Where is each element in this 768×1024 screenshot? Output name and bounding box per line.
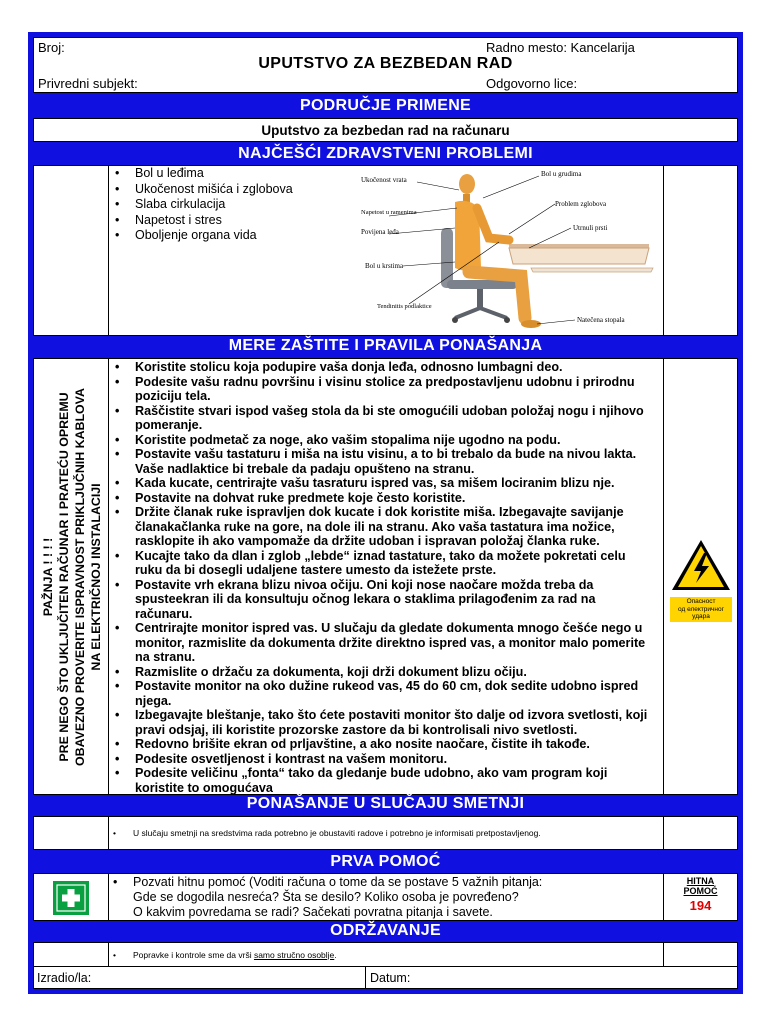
hazard-caption-line-1: Опасност (686, 598, 716, 605)
warning-line-1: PAŽNJA ! ! ! ! (41, 537, 55, 617)
header (33, 37, 738, 93)
electric-hazard-icon (669, 537, 733, 593)
rules-cell (108, 358, 664, 795)
smetnje-main-cell (108, 816, 664, 850)
odrzavanje-prefix: Popravke i kontrole sme da vrši (133, 949, 254, 960)
section-heading-prva-pomoc: PRVA POMOĆ (330, 853, 441, 870)
section-heading-smetnje: PONAŠANJE U SLUČAJU SMETNJI (246, 795, 525, 812)
rule-item: • Centrirajte monitor ispred vas. U slučaju da gledate dokumenta mnogo češće nego u monitor, razmislite da dokumenta držite direktno ispred vas, a monitor malo pomerite na stranu. (111, 621, 655, 665)
prva-pomoc-item (109, 875, 663, 920)
hitna-pomoc-cell (663, 873, 738, 921)
rule-item: • Postavite na dohvat ruke predmete koje često koristite. (111, 491, 655, 506)
section-heading-problemi: NAJČEŠĆI ZDRAVSTVENI PROBLEMI (238, 145, 533, 162)
prva-pomoc-line-3: O kakvim povredama se radi? Sačekati povratna pitanja i savete. (133, 905, 493, 919)
hitna-label-1: HITNA (686, 876, 715, 886)
hazard-caption (670, 597, 732, 622)
radno-mesto-label: Radno mesto: Kancelarija (486, 40, 635, 55)
datum-cell (365, 966, 738, 989)
list-item: • Napetost i stres (111, 213, 293, 229)
rule-item: • Držite članak ruke ispravljen dok kucate i dok koristite miša. Izbegavajte savijanje članakačlanka ruke na gore, na dole ili na stranu. Ako vaša tastatura ima nožice, rasklopite ih ako vampomaže da držite udoban i ispravan položaj članka ruke. (111, 505, 655, 549)
smetnje-row (33, 816, 738, 850)
izradio-label: Izradio/la: (37, 971, 92, 985)
list-item: • Oboljenje organa vida (111, 228, 293, 244)
prva-pomoc-line-2: Gde se dogodila nesreća? Šta se desilo? Koliko osoba je povređeno? (133, 890, 519, 904)
section-heading-podrucje: PODRUČJE PRIMENE (299, 97, 472, 114)
page-title: UPUTSTVO ZA BEZBEDAN RAD (258, 55, 513, 72)
rule-item: • Raščistite stvari ispod vašeg stola da bi ste omogućili udoban položaj nogu i njihovo pomeranje. (111, 404, 655, 433)
odrzavanje-underlined: samo stručno osoblje (253, 949, 335, 960)
label-napetost-u-ramenima: Napetost u ramenima (361, 209, 417, 216)
rule-item: • Postavite monitor na oko dužine rukeod vas, 45 do 60 cm, dok sedite udobno ispred njega. (111, 679, 655, 708)
odrzavanje-row (33, 942, 738, 967)
warning-line-3: OBAVEZNO PROVERITE ISPRAVNOST PRIKLJUČNIH KABLOVA (73, 388, 87, 766)
rule-item: • Razmislite o držaču za dokumenta, koji drži dokument blizu očiju. (111, 665, 655, 680)
hazard-caption-line-3: удара (692, 613, 710, 620)
sign-cell (663, 358, 738, 795)
odrzavanje-suffix: . (334, 949, 337, 960)
label-tendinitis: Tendinitis podlaktice (377, 303, 432, 310)
rule-item: • Podesite osvetljenost i kontrast na vašem monitoru. (111, 752, 655, 767)
rule-item: • Kucajte tako da dlan i zglob „lebde“ iznad tastature, tako da možete pokretati celu ruku da bi dosegli udaljene tastere umesto da istežete prste. (111, 549, 655, 578)
smetnje-left-cell (33, 816, 109, 850)
odrzavanje-text (109, 950, 337, 960)
rule-item: • Postavite vrh ekrana blizu nivoa očiju. Oni koji nose naočare možda treba da spusteekran ili da konsultuju očnog lekara o staklima prilagođenim za rad na računaru. (111, 578, 655, 622)
first-aid-cell (33, 873, 109, 921)
rule-item: • Kada kucate, centrirajte vašu tasraturu ispred vas, sa mišem lociranim blizu nje. (111, 476, 655, 491)
label-problem-zglobova: Problem zglobova (555, 200, 607, 208)
hitna-label-2: POMOĆ (683, 886, 718, 896)
smetnje-text: • U slučaju smetnji na sredstvima rada potrebno je obustaviti radove i potrebno je informisati pretpostavljenog. (109, 828, 541, 838)
prva-pomoc-row (33, 873, 738, 921)
hazard-caption-line-2: од електричног (678, 605, 724, 613)
problemi-row (33, 165, 738, 336)
datum-label: Datum: (370, 971, 411, 985)
label-ukocenost-vrata: Ukočenost vrata (361, 176, 407, 184)
mere-row (33, 358, 738, 795)
section-heading-odrzavanje: ODRŽAVANJE (330, 922, 441, 939)
odrzavanje-main-cell (108, 942, 664, 967)
smetnje-right-cell (663, 816, 738, 850)
ergonomics-figure (359, 168, 659, 334)
footer-row (33, 966, 738, 989)
odrzavanje-right-cell (663, 942, 738, 967)
section-heading-mere: MERE ZAŠTITE I PRAVILA PONAŠANJA (228, 337, 543, 354)
list-item: • Slaba cirkulacija (111, 197, 293, 213)
warning-line-2: PRE NEGO ŠTO UKLJUČITEN RAČUNAR I PRATEĆU OPREMU (57, 392, 71, 762)
list-item: • Ukočenost mišića i zglobova (111, 182, 293, 198)
label-bol-u-krstima: Bol u krstima (365, 262, 404, 270)
problemi-list (111, 166, 293, 244)
izradio-cell (33, 966, 366, 989)
rule-item: • Postavite vašu tastaturu i miša na istu visinu, a to bi trebalo da bude na nivou lakta. Vaše nadlaktice bi trebale da padaju opušteno na stranu. (111, 447, 655, 476)
broj-label: Broj: (38, 40, 65, 55)
podrucje-text-row (33, 118, 738, 142)
podrucje-text: Uputstvo za bezbedan rad na računaru (261, 122, 510, 138)
problemi-left-cell (33, 165, 109, 336)
label-bol-u-grudima: Bol u grudima (541, 170, 582, 178)
document-sheet (28, 32, 743, 994)
first-aid-icon (53, 881, 89, 915)
problemi-main-cell (108, 165, 664, 336)
label-povijena-ledja: Povijena leđa (361, 228, 399, 236)
odrzavanje-left-cell (33, 942, 109, 967)
rule-item: • Podesite vašu radnu površinu i visinu stolice za predpostavljenu udobnu i prirodnu poziciju tela. (111, 375, 655, 404)
label-natecena-stopala: Natečena stopala (577, 316, 625, 324)
hitna-number: 194 (689, 898, 712, 913)
problemi-right-cell (663, 165, 738, 336)
rule-item: • Redovno brišite ekran od prljavštine, a ako nosite naočare, čistite ih takođe. (111, 737, 655, 752)
prva-pomoc-text-cell (108, 873, 664, 921)
rule-item: • Koristite stolicu koja podupire vaša donja leđa, odnosno lumbagni deo. (111, 360, 655, 375)
warning-cell (33, 358, 109, 795)
prva-pomoc-line-1: • Pozvati hitnu pomoć (Voditi računa o tome da se postave 5 važnih pitanja: (133, 875, 543, 889)
rule-item: • Izbegavajte bleštanje, tako što ćete postaviti monitor što dalje od izvora svetlosti, koji pravi odsjaj, ili koristite prozorske zastore da bi kontrolisali nivo svetlosti. (111, 708, 655, 737)
rules-list (111, 360, 655, 795)
warning-line-4: NA ELEKTRIČNOJ INSTALACIJI (89, 483, 103, 671)
warning-text (40, 362, 104, 792)
odgovorno-lice-label: Odgovorno lice: (486, 76, 578, 91)
rule-item: • Koristite podmetač za noge, ako vašim stopalima nije ugodno na podu. (111, 433, 655, 448)
list-item: • Bol u leđima (111, 166, 293, 182)
label-utrnuli-prsti: Utrnuli prsti (573, 224, 608, 232)
privredni-subjekt-label: Privredni subjekt: (38, 76, 138, 91)
rule-item: • Podesite veličinu „fonta“ tako da gledanje bude udobno, ako vam program koji koristite to omogućava (111, 766, 655, 795)
